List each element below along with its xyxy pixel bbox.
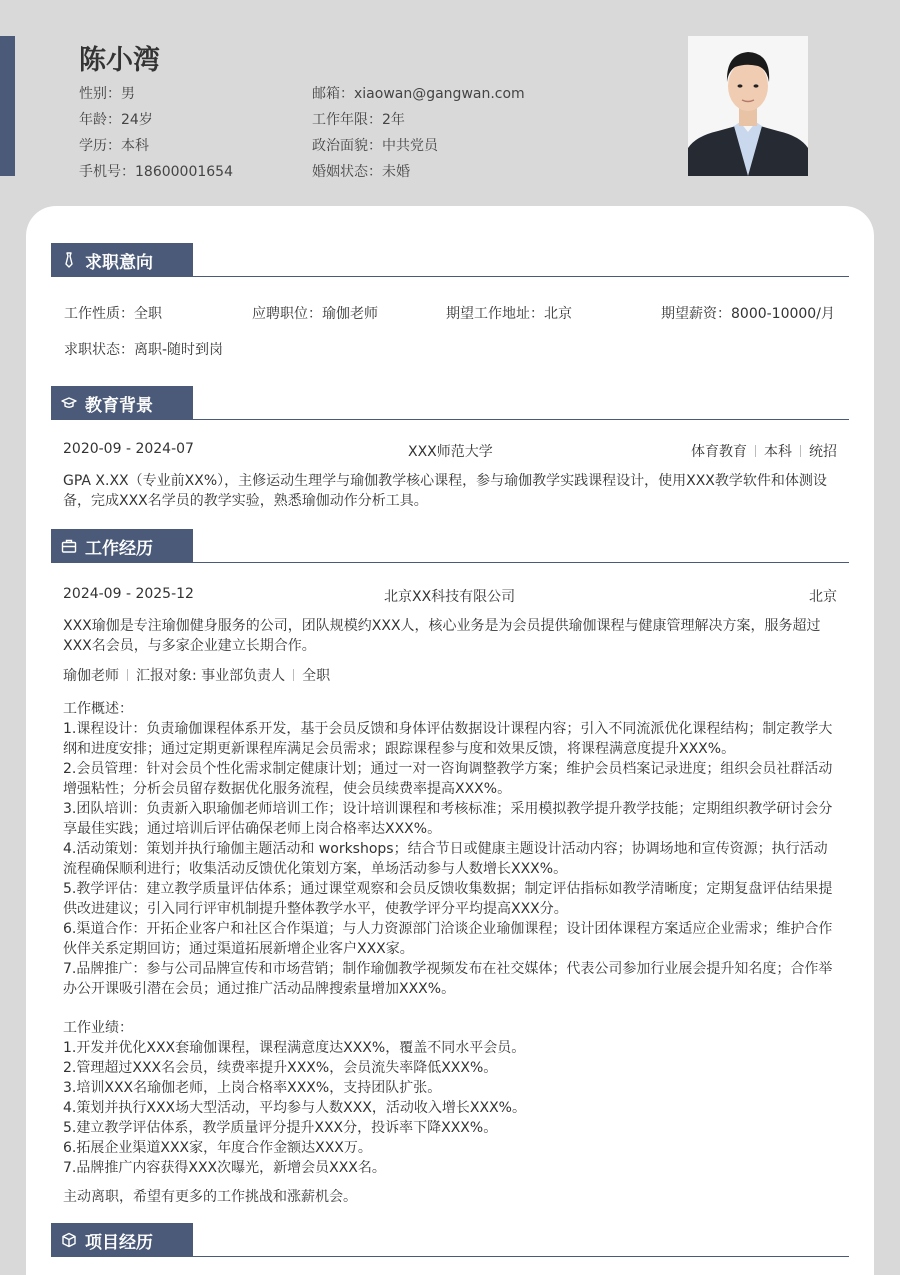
- section-education: [51, 386, 849, 420]
- work-years: 工作年限：2年: [312, 112, 405, 128]
- list-item: 5.教学评估：建立教学质量评估体系；通过课堂观察和会员反馈收集数据；制定评估指标如教学清晰度；定期复盘评估结果提: [63, 881, 833, 897]
- header-accent-bar: [0, 36, 15, 176]
- job-position: 应聘职位：瑜伽老师: [252, 306, 378, 322]
- profile-photo: [688, 36, 808, 176]
- list-item: 7.品牌推广内容获得XXX次曝光，新增会员XXX名。: [63, 1160, 386, 1176]
- list-item: 6.渠道合作：开拓企业客户和社区合作渠道；与人力资源部门洽谈企业瑜伽课程；设计团体课程方案适应企业需求；维护合作: [63, 921, 833, 937]
- list-item: 伙伴关系定期回访；通过渠道拓展新增企业客户XXX家。: [63, 941, 414, 957]
- education-level: 学历：本科: [79, 138, 149, 154]
- section-title: 项目经历: [85, 1232, 153, 1253]
- section-project-experience: [51, 1223, 849, 1257]
- section-title: 求职意向: [85, 252, 153, 273]
- achievement-label: 工作业绩：: [63, 1020, 133, 1036]
- education-period: 2020-09 - 2024-07: [63, 441, 194, 457]
- list-item: 纲和进度安排；通过定期更新课程库满足会员需求；跟踪课程参与度和效果反馈，将课程满意度提升XXX%。: [63, 741, 736, 757]
- company-description: XXX瑜伽是专注瑜伽健身服务的公司，团队规模约XXX人，核心业务是为会员提供瑜伽课程与健康管理解决方案，服务超过XXX名会员，与多家企业建立长期合作。: [63, 618, 821, 654]
- leave-reason: 主动离职，希望有更多的工作挑战和涨薪机会。: [63, 1189, 357, 1205]
- list-item: 3.团队培训：负责新入职瑜伽老师培训工作；设计培训课程和考核标准；采用模拟教学提升教学技能；定期组织教学研讨会分: [63, 801, 833, 817]
- education-description: GPA X.XX（专业前XX%），主修运动生理学与瑜伽教学核心课程，参与瑜伽教学实践课程设计，使用XXX教学软件和体测设备，完成XXX名学员的教学实验，熟悉瑜伽动作分析工具。: [63, 473, 827, 509]
- work-role-meta: 瑜伽老师 汇报对象: 事业部负责人 全职: [63, 668, 331, 684]
- work-overview: [63, 699, 853, 999]
- company-name: 北京XX科技有限公司: [384, 589, 516, 605]
- political-status: 政治面貌：中共党员: [312, 138, 438, 154]
- list-item: 办公开课吸引潜在会员；通过推广活动品牌搜索量增加XXX%。: [63, 981, 456, 997]
- list-item: 1.课程设计：负责瑜伽课程体系开发，基于会员反馈和身体评估数据设计课程内容；引入不同流派优化课程结构；制定教学大: [63, 721, 833, 737]
- list-item: 5.建立教学评估体系，教学质量评分提升XXX分，投诉率下降XXX%。: [63, 1120, 498, 1136]
- gender: 性别：男: [79, 86, 135, 102]
- section-title: 教育背景: [85, 395, 153, 416]
- list-item: 4.策划并执行XXX场大型活动，平均参与人数XXX，活动收入增长XXX%。: [63, 1100, 526, 1116]
- work-period: 2024-09 - 2025-12: [63, 586, 194, 602]
- school-name: XXX师范大学: [408, 444, 493, 460]
- tie-icon: [61, 252, 77, 268]
- section-title: 工作经历: [85, 538, 153, 559]
- overview-label: 工作概述：: [63, 701, 133, 717]
- cube-icon: [61, 1232, 77, 1248]
- job-type: 工作性质：全职: [64, 306, 162, 322]
- list-item: 4.活动策划：策划并执行瑜伽主题活动和 workshops；结合节日或健康主题设计活动内容；协调场地和宣传资源；执行活动: [63, 841, 828, 857]
- job-location: 期望工作地址：北京: [446, 306, 572, 322]
- list-item: 7.品牌推广：参与公司品牌宣传和市场营销；制作瑜伽教学视频发布在社交媒体；代表公司参加行业展会提升知名度；合作举: [63, 961, 833, 977]
- list-item: 2.会员管理：针对会员个性化需求制定健康计划；通过一对一咨询调整教学方案；维护会员档案记录进度；组织会员社群活动: [63, 761, 833, 777]
- graduation-cap-icon: [61, 395, 77, 411]
- phone: 手机号：18600001654: [79, 164, 233, 180]
- job-status: 求职状态：离职-随时到岗: [64, 342, 224, 358]
- list-item: 6.拓展企业渠道XXX家，年度合作金额达XXX万。: [63, 1140, 372, 1156]
- list-item: 享最佳实践；通过培训后评估确保老师上岗合格率达XXX%。: [63, 821, 442, 837]
- list-item: 供改进建议；引入同行评审机制提升整体教学水平，使教学评分平均提高XXX分。: [63, 901, 568, 917]
- work-city: 北京: [809, 589, 837, 605]
- expected-salary: 期望薪资：8000-10000/月: [661, 306, 835, 322]
- list-item: 3.培训XXX名瑜伽老师，上岗合格率XXX%，支持团队扩张。: [63, 1080, 442, 1096]
- candidate-name: 陈小湾: [79, 45, 160, 76]
- list-item: 增强粘性；分析会员留存数据优化服务流程，使会员续费率提高XXX%。: [63, 781, 512, 797]
- resume-body: [26, 206, 874, 1275]
- list-item: 1.开发并优化XXX套瑜伽课程，课程满意度达XXX%，覆盖不同水平会员。: [63, 1040, 526, 1056]
- work-achievements: [63, 1018, 853, 1178]
- section-job-intent: [51, 243, 849, 277]
- email: 邮箱：xiaowan@gangwan.com: [312, 86, 525, 102]
- marital-status: 婚姻状态：未婚: [312, 164, 410, 180]
- age: 年龄：24岁: [79, 112, 153, 128]
- section-work-experience: [51, 529, 849, 563]
- briefcase-icon: [61, 538, 77, 554]
- education-meta: 体育教育 本科 统招: [691, 444, 837, 460]
- list-item: 流程确保顺利进行；收集活动反馈优化策划方案，单场活动参与人数增长XXX%。: [63, 861, 568, 877]
- list-item: 2.管理超过XXX名会员，续费率提升XXX%，会员流失率降低XXX%。: [63, 1060, 498, 1076]
